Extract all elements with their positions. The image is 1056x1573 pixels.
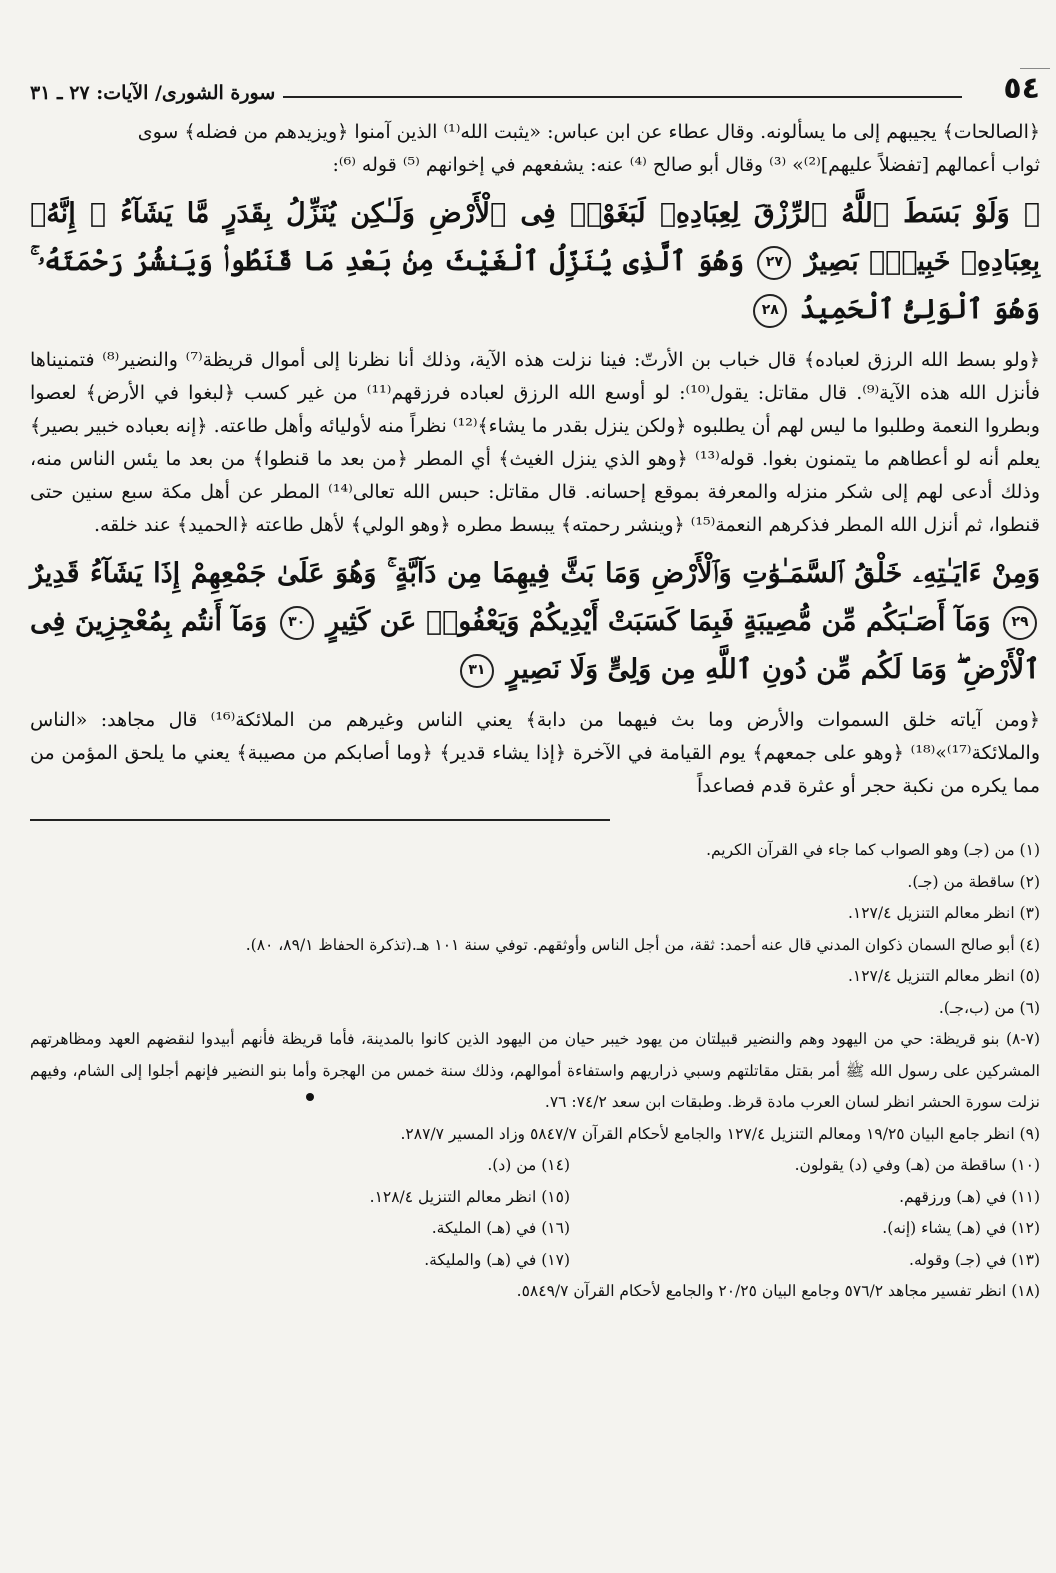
footnotes-10-17 <box>30 1150 1040 1276</box>
header-rule <box>283 96 962 98</box>
footnote-16: (١٦) في (هـ) المليكة. <box>431 1219 570 1237</box>
footnote-13: (١٣) في (جـ) وقوله. <box>909 1250 1040 1269</box>
footnote-separator <box>30 819 610 821</box>
ink-dot <box>306 1093 314 1101</box>
footnote-9: (٩) انظر جامع البيان ١٩/٢٥ ومعالم التنزيل ١٢٧/٤ والجامع لأحكام القرآن ٥٨٤٧/٧ وزاد المسير ٢٨٧/٧. <box>400 1124 1040 1143</box>
ayah-marker-28: ٢٨ <box>753 294 787 328</box>
footnote-6: (٦) من (ب،جـ). <box>938 998 1040 1017</box>
footnote-7-8: (٧-٨) بنو قريظة: حي من اليهود وهم والنضير قبيلتان من يهود خيبر حيان من اليهود الذين كانوا بالمدينة، فأما قريظة فأنهم أبيدوا لنقضهم العهد ومظاهرتهم المشركين على رسول الله ﷺ أمر بقتل مقاتلتهم وسبي ذراريهم واستفاءة أموالهم، وذلك سنة خمس من الهجرة وأما بنو النضير فإنهم أجلوا إلى الشام، وفيهم نزلت سورة الحشر انظر لسان العرب مادة قرظ. وطبقات ابن سعد ٧٤/٢: ٧٦. <box>30 1030 1040 1111</box>
footnotes-col-right <box>570 1150 1040 1276</box>
commentary-verses-27-28: ﴿ولو بسط الله الرزق لعباده﴾ قال خباب بن الأرتّ: فينا نزلت هذه الآية، وذلك أنا نظرنا إلى أموال قريظة⁽⁷⁾ والنضير⁽⁸⁾ فتمنيناها فأنزل الله هذه الآية⁽⁹⁾. قال مقاتل: يقول⁽¹⁰⁾: لو أوسع الله الرزق لعباده فرزقهم⁽¹¹⁾ من غير كسب ﴿لبغوا في الأرض﴾ لعصوا وبطروا النعمة وطلبوا ما ليس لهم أن يطلبوه ﴿ولكن ينزل بقدر ما يشاء﴾⁽¹²⁾ نظراً منه لأوليائه وأهل طاعته. ﴿إنه بعباده خبير بصير﴾ يعلم أنه لو أعطاهم ما يتمنون بغوا. قوله⁽¹³⁾ ﴿وهو الذي ينزل الغيث﴾ أي المطر ﴿من بعد ما قنطوا﴾ من بعد ما يئس الناس منه، وذلك أدعى لهم إلى شكر منزله والمعرفة بموقع إحسانه. قال مقاتل: حبس الله تعالى⁽¹⁴⁾ المطر عن أهل مكة سبع سنين حتى قنطوا، ثم أنزل الله المطر فذكرهم النعمة⁽¹⁵⁾ ﴿وينشر رحمته﴾ يبسط مطره ﴿وهو الولي﴾ لأهل طاعته ﴿الحميد﴾ عند خلقه. <box>30 349 1041 536</box>
page-number: ٥٤ <box>1003 71 1040 106</box>
footnote-2: (٢) ساقطة من (جـ). <box>907 872 1040 891</box>
page-header <box>30 60 1040 106</box>
book-page <box>30 60 1040 1550</box>
footnote-12: (١٢) في (هـ) يشاء (إنه). <box>882 1219 1040 1237</box>
surah-title: سورة الشورى/ الآيات: ٢٧ ـ ٣١ <box>30 82 276 104</box>
quran-verses-29-31 <box>30 550 1040 694</box>
footnote-10: (١٠) ساقطة من (هـ) وفي (د) يقولون. <box>794 1156 1040 1174</box>
quran-verses-27-28 <box>30 190 1040 334</box>
footnote-14: (١٤) من (د). <box>487 1156 570 1174</box>
footnote-15: (١٥) انظر معالم التنزيل ١٢٨/٤. <box>369 1187 570 1206</box>
footnote-5: (٥) انظر معالم التنزيل ١٢٧/٤. <box>847 967 1040 985</box>
footnote-3: (٣) انظر معالم التنزيل ١٢٧/٤. <box>847 904 1040 922</box>
footnote-17: (١٧) في (هـ) والمليكة. <box>424 1250 570 1269</box>
footnote-1: (١) من (جـ) وهو الصواب كما جاء في القرآن الكريم. <box>706 841 1040 859</box>
verse-27-text: ۞ وَلَوْ بَسَطَ ٱللَّهُ ٱلرِّزْقَ لِعِبَادِهِۦ لَبَغَوْا۟ فِى ٱلْأَرْضِ وَلَـٰكِن يُنَزِّلُ بِقَدَرٍ مَّا يَشَآءُ ۚ إِنَّهُۥ بِعِبَادِهِۦ خَبِيرٌۢ بَصِيرٌ <box>30 198 1040 277</box>
ayah-marker-31: ٣١ <box>460 654 494 688</box>
footnote-18: (١٨) انظر تفسير مجاهد ٥٧٦/٢ وجامع البيان ٢٠/٢٥ والجامع لأحكام القرآن ٥٨٤٩/٧. <box>516 1282 1040 1300</box>
footnotes-col-left <box>100 1150 570 1276</box>
footnote-4: (٤) أبو صالح السمان ذكوان المدني قال عنه أحمد: ثقة، من أجل الناس وأوثقهم. توفي سنة ١٠١ هـ.(تذكرة الحفاظ ٨٩/١، ٨٠). <box>245 935 1040 954</box>
ayah-marker-30: ٣٠ <box>280 606 314 640</box>
verse-30-text: وَمَآ أَصَـٰبَكُم مِّن مُّصِيبَةٍ فَبِمَا كَسَبَتْ أَيْدِيكُمْ وَيَعْفُوا۟ عَن كَثِيرٍ <box>326 606 991 637</box>
footnotes <box>30 835 1040 1308</box>
footnote-11: (١١) في (هـ) ورزقهم. <box>899 1187 1040 1206</box>
verse-28-text: وَهُوَ ٱلَّذِى يُنَزِّلُ ٱلْغَيْثَ مِنۢ بَعْدِ مَا قَنَطُوا۟ وَيَنشُرُ رَحْمَتَهُۥ ۚ وَهُوَ ٱلْوَلِىُّ ٱلْحَمِيدُ <box>30 246 1040 325</box>
intro-line-1: ﴿الصالحات﴾ يجيبهم إلى ما يسألونه. وقال عطاء عن ابن عباس: «يثبت الله⁽¹⁾ الذين آمنوا ﴿ويزيدهم من فضله﴾ سوى <box>137 121 1040 143</box>
commentary-intro <box>30 116 1040 182</box>
verse-29-text: وَمِنْ ءَايَـٰتِهِۦ خَلْقُ ٱلسَّمَـٰوَٰتِ وَٱلْأَرْضِ وَمَا بَثَّ فِيهِمَا مِن دَآبَّةٍ ۚ وَهُوَ عَلَىٰ جَمْعِهِمْ إِذَا يَشَآءُ قَدِيرٌ <box>30 558 1040 589</box>
verse-31-text: وَمَآ أَنتُم بِمُعْجِزِينَ فِى ٱلْأَرْضِ ۖ وَمَا لَكُم مِّن دُونِ ٱللَّهِ مِن وَلِىٍّ وَلَا نَصِيرٍ <box>30 606 1040 685</box>
ayah-marker-27: ٢٧ <box>757 246 791 280</box>
intro-line-2: ثواب أعمالهم [تفضلاً عليهم]⁽²⁾» ⁽³⁾ وقال أبو صالح ⁽⁴⁾ عنه: يشفعهم في إخوانهم ⁽⁵⁾ قوله ⁽⁶⁾: <box>332 154 1040 176</box>
ayah-marker-29: ٢٩ <box>1003 606 1037 640</box>
commentary-verses-29-31: ﴿ومن آياته خلق السموات والأرض وما بث فيهما من دابة﴾ يعني الناس وغيرهم من الملائكة⁽¹⁶⁾ قال مجاهد: «الناس والملائكة⁽¹⁷⁾»⁽¹⁸⁾ ﴿وهو على جمعهم﴾ يوم القيامة في الآخرة ﴿إذا يشاء قدير﴾ ﴿وما أصابكم من مصيبة﴾ يعني ما يلحق المؤمن من مما يكره من نكبة حجر أو عثرة قدم فصاعداً <box>30 709 1040 797</box>
